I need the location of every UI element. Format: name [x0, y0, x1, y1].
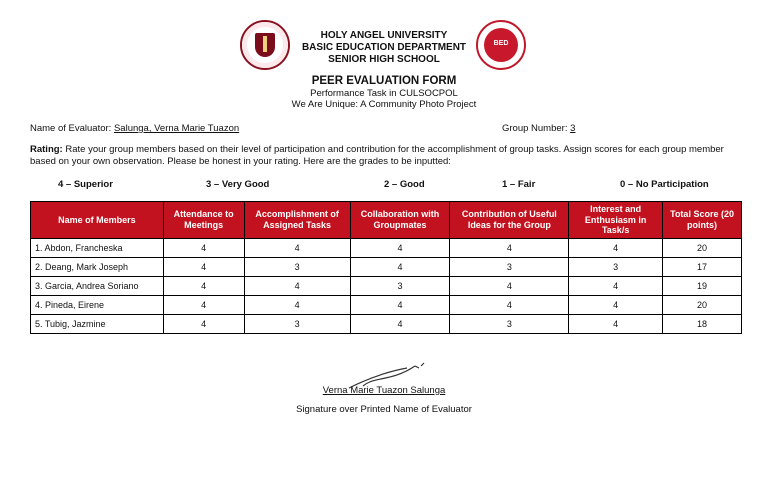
scale-fair: 1 – Fair [502, 179, 536, 190]
group-number-label: Group Number: [502, 123, 568, 134]
col-header-accomplishment: Accomplishment of Assigned Tasks [244, 202, 350, 239]
total-score-cell: 20 [663, 238, 742, 257]
table-header-row [31, 202, 742, 239]
member-name: 3. Garcia, Andrea Soriano [31, 276, 164, 295]
score-cell: 4 [244, 238, 350, 257]
col-header-total: Total Score (20 points) [663, 202, 742, 239]
score-cell: 4 [569, 295, 663, 314]
department-name: BASIC EDUCATION DEPARTMENT [301, 42, 467, 53]
score-cell: 4 [350, 295, 450, 314]
score-cell: 4 [569, 314, 663, 333]
score-cell: 4 [163, 314, 244, 333]
score-cell: 4 [244, 295, 350, 314]
printed-name-text: Verna Marie Tuazon Salunga [322, 385, 446, 396]
col-header-collaboration: Collaboration with Groupmates [350, 202, 450, 239]
member-name: 1. Abdon, Francheska [31, 238, 164, 257]
table-row [31, 238, 742, 257]
form-subtitle-project: We Are Unique: A Community Photo Project [291, 99, 477, 110]
school-name: SENIOR HIGH SCHOOL [328, 54, 440, 65]
table-row [31, 257, 742, 276]
scale-no-participation: 0 – No Participation [620, 179, 709, 190]
university-name: HOLY ANGEL UNIVERSITY [320, 30, 448, 41]
form-subtitle-task: Performance Task in CULSOCPOL [310, 88, 458, 99]
form-title: PEER EVALUATION FORM [311, 75, 457, 87]
score-cell: 3 [450, 314, 569, 333]
total-score-cell: 17 [663, 257, 742, 276]
member-name: 2. Deang, Mark Joseph [31, 257, 164, 276]
col-header-interest: Interest and Enthusiasm in Task/s [569, 202, 663, 239]
score-cell: 3 [244, 314, 350, 333]
score-cell: 4 [163, 295, 244, 314]
score-cell: 4 [450, 276, 569, 295]
peer-evaluation-table [30, 201, 742, 334]
table-row [31, 314, 742, 333]
score-cell: 4 [163, 238, 244, 257]
table-row [31, 276, 742, 295]
evaluator-label: Name of Evaluator: [30, 123, 112, 134]
member-name: 4. Pineda, Eirene [31, 295, 164, 314]
score-cell: 4 [569, 276, 663, 295]
score-cell: 4 [163, 257, 244, 276]
rating-label: Rating: [30, 144, 63, 155]
evaluator-name: Salunga, Verna Marie Tuazon [113, 123, 240, 134]
score-cell: 3 [244, 257, 350, 276]
group-number-value: 3 [570, 123, 576, 134]
group-number-field [502, 123, 575, 134]
member-name: 5. Tubig, Jazmine [31, 314, 164, 333]
score-cell: 3 [450, 257, 569, 276]
score-cell: 4 [450, 238, 569, 257]
score-cell: 4 [569, 238, 663, 257]
scale-very-good: 3 – Very Good [206, 179, 270, 190]
total-score-cell: 18 [663, 314, 742, 333]
rating-text: Rate your group members based on their level of participation and contribution for the accomplishment of group tasks. Assign scores for each group member based on your own observation. Please be honest in your rating. Here are the grades to be inputted: [30, 144, 724, 167]
score-cell: 4 [350, 238, 450, 257]
total-score-cell: 20 [663, 295, 742, 314]
signature-label: Signature over Printed Name of Evaluator [296, 404, 472, 415]
score-cell: 4 [244, 276, 350, 295]
col-header-attendance: Attendance to Meetings [163, 202, 244, 239]
score-cell: 3 [350, 276, 450, 295]
score-cell: 4 [450, 295, 569, 314]
scale-good: 2 – Good [384, 179, 425, 190]
rating-instructions [30, 144, 740, 167]
total-score-cell: 19 [663, 276, 742, 295]
score-cell: 4 [350, 257, 450, 276]
col-header-contribution: Contribution of Useful Ideas for the Group [450, 202, 569, 239]
score-cell: 4 [163, 276, 244, 295]
score-cell: 3 [569, 257, 663, 276]
col-header-name: Name of Members [31, 202, 164, 239]
evaluator-field [30, 123, 239, 134]
score-cell: 4 [350, 314, 450, 333]
scale-superior: 4 – Superior [58, 179, 113, 190]
bed-logo-text: BED [493, 40, 509, 47]
signature-printed-name [0, 385, 768, 396]
table-row [31, 295, 742, 314]
